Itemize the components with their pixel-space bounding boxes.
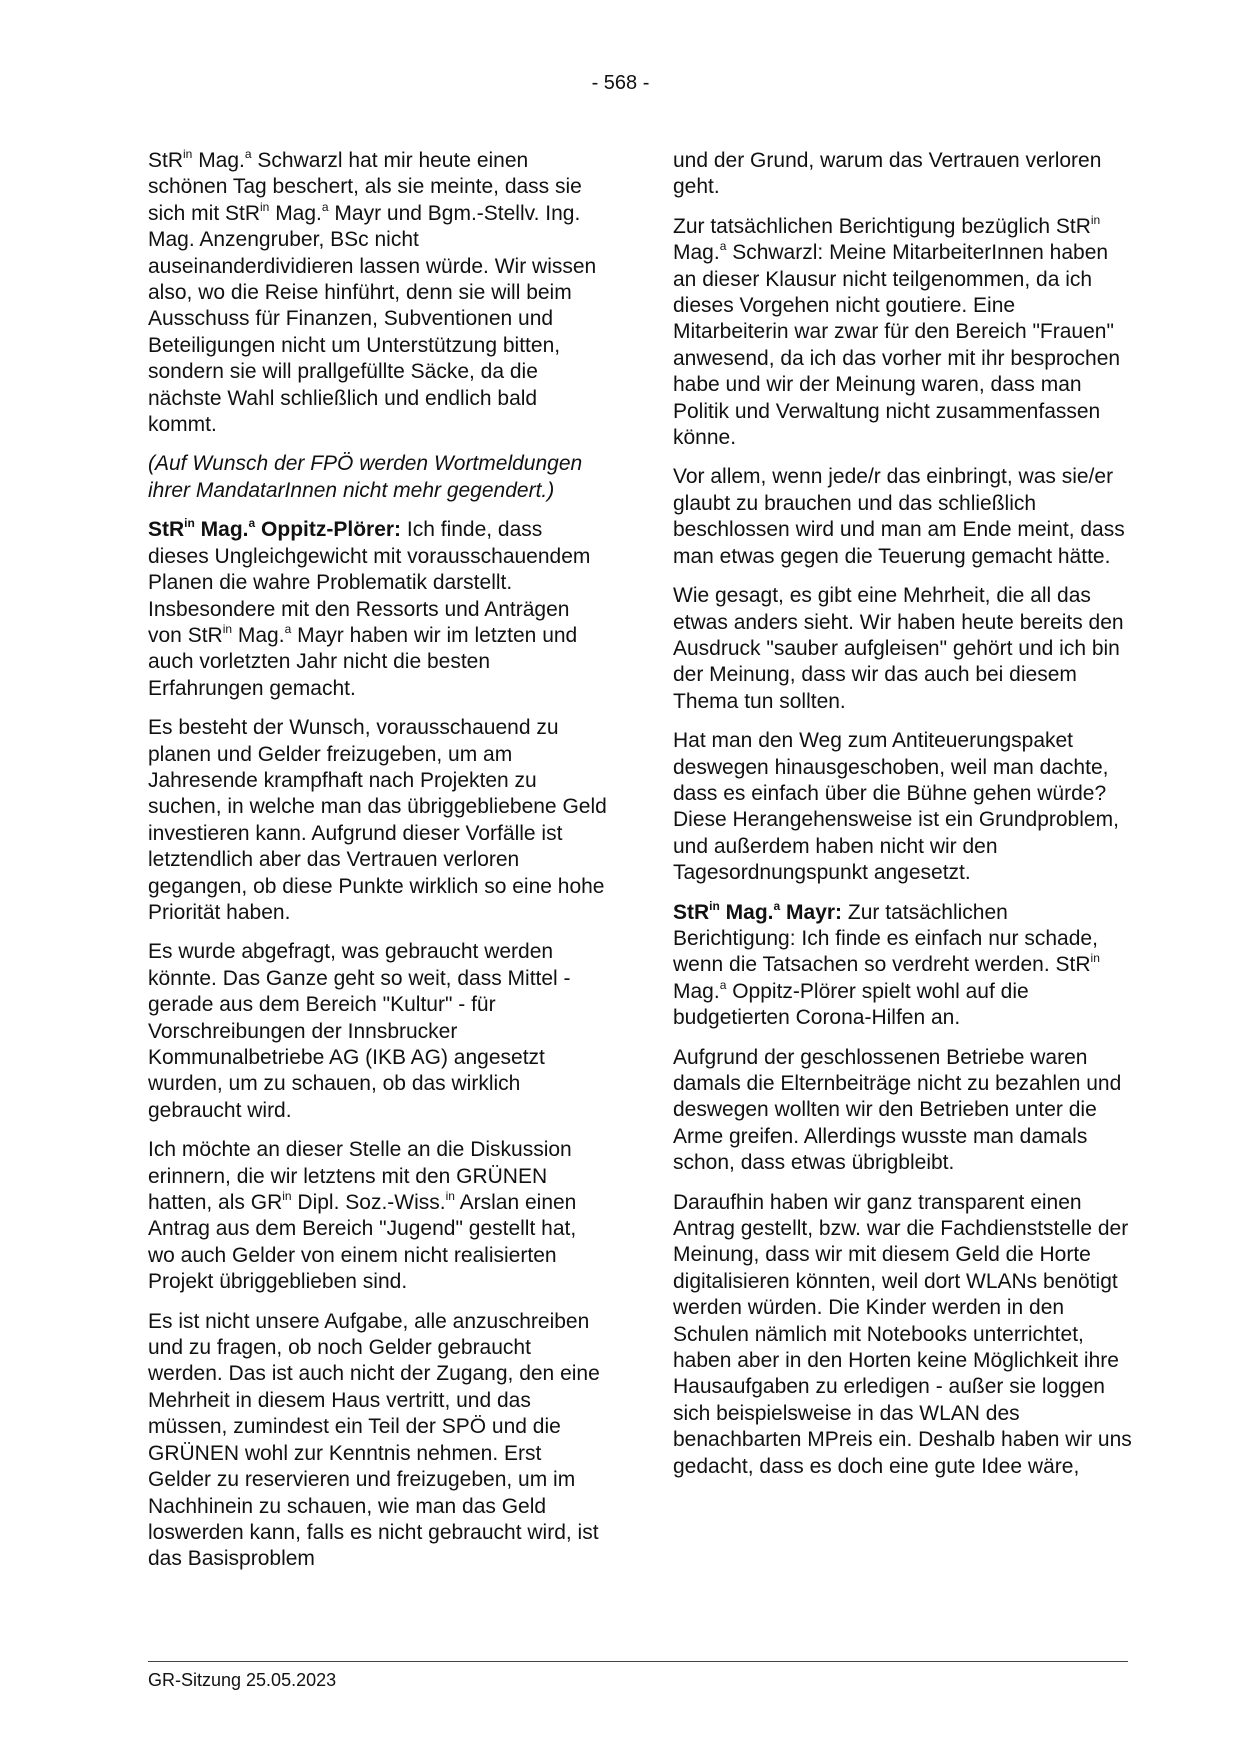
paragraph-query: Es wurde abgefragt, was gebraucht werden könnte. Das Ganze geht so weit, dass Mittel - gerade aus dem Bereich "Kultur" - für Vorschreibungen der Innsbrucker Kommunalbetriebe AG (IKB AG) angesetzt wurden, um zu schauen, ob das wirklich gebraucht wird. <box>148 940 571 1122</box>
paragraph-task: Es ist nicht unsere Aufgabe, alle anzuschreiben und zu fragen, ob noch Gelder gebraucht werden. Das ist auch nicht der Zugang, den eine Mehrheit in diesem Haus vertritt, und das müssen, zumindest ein Teil der SPÖ und die GRÜNEN wohl zur Kenntnis nehmen. Erst Gelder zu reservieren und freizugeben, um im Nachhinein zu schauen, wie man das Geld loswerden kann, falls es nicht gebraucht wird, ist das Basisproblem <box>148 1309 600 1571</box>
paragraph-antiteuerungspaket: Hat man den Weg zum Antiteuerungspaket deswegen hinausgeschoben, weil man dachte, dass es einfach über die Bühne gehen würde? Diese Herangehensweise ist ein Grundproblem, und außerdem haben nicht wir den Tagesordnungspunkt angesetzt. <box>673 729 1119 885</box>
paragraph-trust-lost: und der Grund, warum das Vertrauen verloren geht. <box>673 149 1102 199</box>
paragraph-mayr-speech: StR$^{in}$ Mag.$^a$ Mayr: Zur tatsächlichen Berichtigung: Ich finde es einfach nur schade, wenn die Tatsachen so verdreht werden. StR$^{in}$ Mag.$^a$ Oppitz-Plörer spielt wohl auf die budgetierten Corona-Hilfen an. <box>673 898 1100 1030</box>
speaker-name: StR$^{in}$ Mag.$^a$ Oppitz-Plörer: <box>148 516 402 542</box>
paragraph-correction-schwarzl: Zur tatsächlichen Berichtigung bezüglich StR$^{in}$ Mag.$^a$ Schwarzl: Meine MitarbeiterInnen haben an dieser Klausur nicht teilgenommen, da ich dieses Vorgehen nicht goutiere. Eine Mitarbeiterin war zwar für den Bereich "Frauen" anwesend, da ich das vorher mit ihr besprochen habe und wir der Meinung waren, dass man Politik und Verwaltung nicht zusammenfassen könne. <box>673 212 1121 450</box>
paragraph-planning: Es besteht der Wunsch, vorausschauend zu planen und Gelder freizugeben, um am Jahresende krampfhaft nach Projekten zu suchen, in welche man das übriggebliebene Geld investieren kann. Aufgrund dieser Vorfälle ist letztendlich aber das Vertrauen verloren gegangen, ob diese Punkte wirklich so eine hohe Priorität haben. <box>148 716 607 924</box>
paragraph-oppitz-ploerer-speech: StR$^{in}$ Mag.$^a$ Oppitz-Plörer: Ich finde, dass dieses Ungleichgewicht mit vorausschauendem Planen die wahre Problematik darstellt. Insbesondere mit den Ressorts und Anträgen von StR$^{in}$ Mag.$^a$ Mayr haben wir im letzten und auch vorletzten Jahr nicht die besten Erfahrungen gemacht. <box>148 516 591 700</box>
paragraph-closed-businesses: Aufgrund der geschlossenen Betriebe waren damals die Elternbeiträge nicht zu bezahlen und deswegen wollten wir den Betrieben unter die Arme greifen. Allerdings wusste man damals schon, dass etwas übrigbleibt. <box>673 1045 1122 1175</box>
left-column <box>148 148 608 1586</box>
paragraph-everyone-brings: Vor allem, wenn jede/r das einbringt, was sie/er glaubt zu brauchen und das schließlich beschlossen wird und man am Ende meint, dass man etwas gegen die Teuerung gemacht hätte. <box>673 465 1125 568</box>
right-column <box>673 148 1133 1493</box>
paragraph-transparent-motion: Daraufhin haben wir ganz transparent einen Antrag gestellt, bzw. war die Fachdienststelle der Meinung, dass wir mit diesem Geld die Horte digitalisieren könnten, weil dort WLANs benötigt werden würden. Die Kinder werden in den Schulen nämlich mit Notebooks unterrichtet, haben aber in den Horten keine Möglichkeit ihre Hausaufgaben zu erledigen - außer sie loggen sich beispielsweise in das WLAN des benachbarten MPreis ein. Deshalb haben wir uns gedacht, dass es doch eine gute Idee wäre, <box>673 1190 1132 1478</box>
page-number: - 568 - <box>591 72 650 94</box>
paragraph-fpoe-note: (Auf Wunsch der FPÖ werden Wortmeldungen ihrer MandatarInnen nicht mehr gegendert.) <box>148 452 583 502</box>
speaker-name: StR$^{in}$ Mag.$^a$ Mayr: <box>673 898 843 924</box>
paragraph-discussion-gruene: Ich möchte an dieser Stelle an die Diskussion erinnern, die wir letztens mit den GRÜNEN hatten, als $GR^{in}$ Dipl. Soz.-Wiss.$^{in}$ Arslan einen Antrag aus dem Bereich "Jugend" gestellt hat, wo auch Gelder von einem nicht realisierten Projekt übriggeblieben sind. <box>148 1138 577 1294</box>
paragraph-majority: Wie gesagt, es gibt eine Mehrheit, die all das etwas anders sieht. Wir haben heute bereits den Ausdruck "sauber aufgleisen" gehört und ich bin der Meinung, dass wir das auch bei diesem Thema tun sollten. <box>673 584 1124 713</box>
footer-divider <box>148 1661 1128 1662</box>
paragraph-schwarzl-statement: StR$^{in}$ Mag.$^a$ Schwarzl hat mir heute einen schönen Tag beschert, als sie meinte, dass sie sich mit StR$^{in}$ Mag.$^a$ Mayr und Bgm.-Stellv. Ing. Mag. Anzengruber, BSc nicht auseinanderdividieren lassen würde. Wir wissen also, wo die Reise hinführt, denn sie will beim Ausschuss für Finanzen, Subventionen und Beteiligungen nicht um Unterstützung bitten, sondern sie will prallgefüllte Säcke, da die nächste Wahl schließlich und endlich bald kommt. <box>148 147 597 437</box>
footer-session-date: GR-Sitzung 25.05.2023 <box>148 1670 337 1690</box>
